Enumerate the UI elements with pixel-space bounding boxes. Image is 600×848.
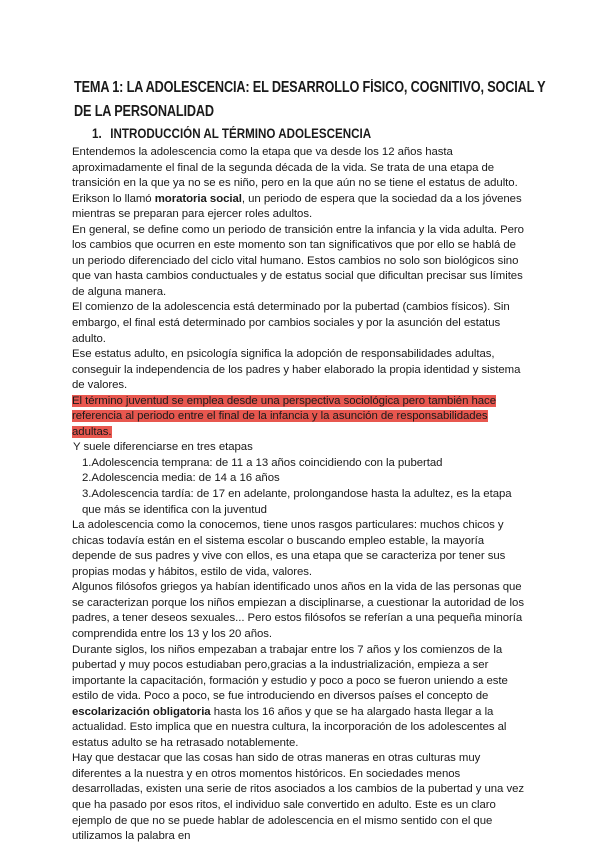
paragraph: La adolescencia como la conocemos, tiene unos rasgos particulares: muchos chicos y chicas todavía están en el sistema escolar o buscando empleo estable, la mayoría depende de sus padres y vive con ellos, es una etapa que se caracteriza por tener sus propias modas y hábitos, estilo de vida, valores. bbox=[72, 519, 506, 578]
highlight-line: referencia al periodo entre el final de la infancia y la asunción de responsabilidades adultas. bbox=[72, 410, 488, 438]
list-item: 2.Adolescencia media: de 14 a 16 años bbox=[82, 472, 280, 485]
highlighted-paragraph bbox=[72, 394, 528, 441]
paragraph: Hay que destacar que las cosas han sido de otras maneras en otras culturas muy diferentes a la nuestra y en otros momentos históricos. En sociedades menos desarrolladas, existen una serie de ritos asociados a los cambios de la pubertad y una vez que ha pasado por esos ritos, el individuo sale convertido en adulto. Este es un claro ejemplo de que no se puede hablar de adolescencia en el mismo sentido con el que utilizamos la palabra en bbox=[72, 752, 525, 843]
paragraph bbox=[72, 145, 528, 223]
paragraph-text: Entendemos la adolescencia como la etapa que va desde los 12 años hasta aproximadamente el final de la segunda década de la vida. Se trata de una etapa de transición en la que ya no se es niño, pero en la que aún no se tiene el estatus de adulto. Erikson lo llamó bbox=[72, 146, 518, 205]
list-item: 1.Adolescencia temprana: de 11 a 13 años coincidiendo con la pubertad bbox=[82, 456, 443, 469]
section-heading bbox=[92, 125, 371, 143]
paragraph: El comienzo de la adolescencia está determinado por la pubertad (cambios físicos). Sin embargo, el final está determinado por cambios sociales y por la asunción del estatus adulto. bbox=[72, 301, 510, 345]
stages-list bbox=[72, 456, 528, 518]
paragraph-text: hasta los 16 años y que se ha alargado hasta llegar a la actualidad. Esto implica que en nuestra cultura, la incorporación de los adolescentes al estatus adulto se ha retrasado notablemente. bbox=[72, 705, 507, 749]
paragraph: Ese estatus adulto, en psicología significa la adopción de responsabilidades adultas, conseguir la independencia de los padres y haber elaborado la propia identidad y sistema de valores. bbox=[72, 348, 521, 392]
section-number: 1. bbox=[92, 126, 102, 141]
document-body bbox=[72, 145, 528, 845]
paragraph: Y suele diferenciarse en tres etapas bbox=[73, 441, 253, 454]
highlight-line: El término juventud se emplea desde una perspectiva sociológica pero también hace bbox=[72, 394, 496, 407]
paragraph-text: , un periodo de espera que la sociedad da a los jóvenes mientras se preparan para ejercer roles adultos. bbox=[72, 192, 522, 221]
paragraph: En general, se define como un periodo de transición entre la infancia y la vida adulta. Pero los cambios que ocurren en este momento son tan significativos que por ello se hablá de un periodo diferenciado del ciclo vital humano. Estos cambios no solo son biológicos sino que van hasta cambios conductuales y de estatus social que dificultan precisar sus límites de alguna manera. bbox=[72, 223, 524, 298]
bold-term: moratoria social bbox=[154, 192, 242, 205]
section-heading-text: INTRODUCCIÓN AL TÉRMINO ADOLESCENCIA bbox=[110, 126, 372, 141]
bold-term: escolarización obligatoria bbox=[72, 705, 211, 718]
paragraph-text: Durante siglos, los niños empezaban a trabajar entre los 7 años y los comienzos de la pubertad y muy pocos estudiaban pero,gracias a la industrialización, empieza a ser importante la capacitación, formación y estudio y poco a poco se fueron uniendo a este estilo de vida. Poco a poco, se fue introduciendo en diversos países el concepto de bbox=[72, 643, 508, 703]
paragraph: Algunos filósofos griegos ya habían identificado unos años en la vida de las personas que se caracterizan porque los niños empiezan a disciplinarse, a cuestionar la autoridad de los padres, a tener deseos sexuales... Pero estos filósofos se referían a una pequeña minoría comprendida entre los 13 y los 20 años. bbox=[72, 581, 524, 640]
list-item: 3.Adolescencia tardía: de 17 en adelante, prolongandose hasta la adultez, es la etapa que más se identifica con la juventud bbox=[82, 488, 512, 516]
document-title: TEMA 1: LA ADOLESCENCIA: EL DESARROLLO FÍSICO, COGNITIVO, SOCIAL Y DE LA PERSONALIDAD bbox=[74, 79, 546, 120]
paragraph bbox=[72, 643, 528, 752]
